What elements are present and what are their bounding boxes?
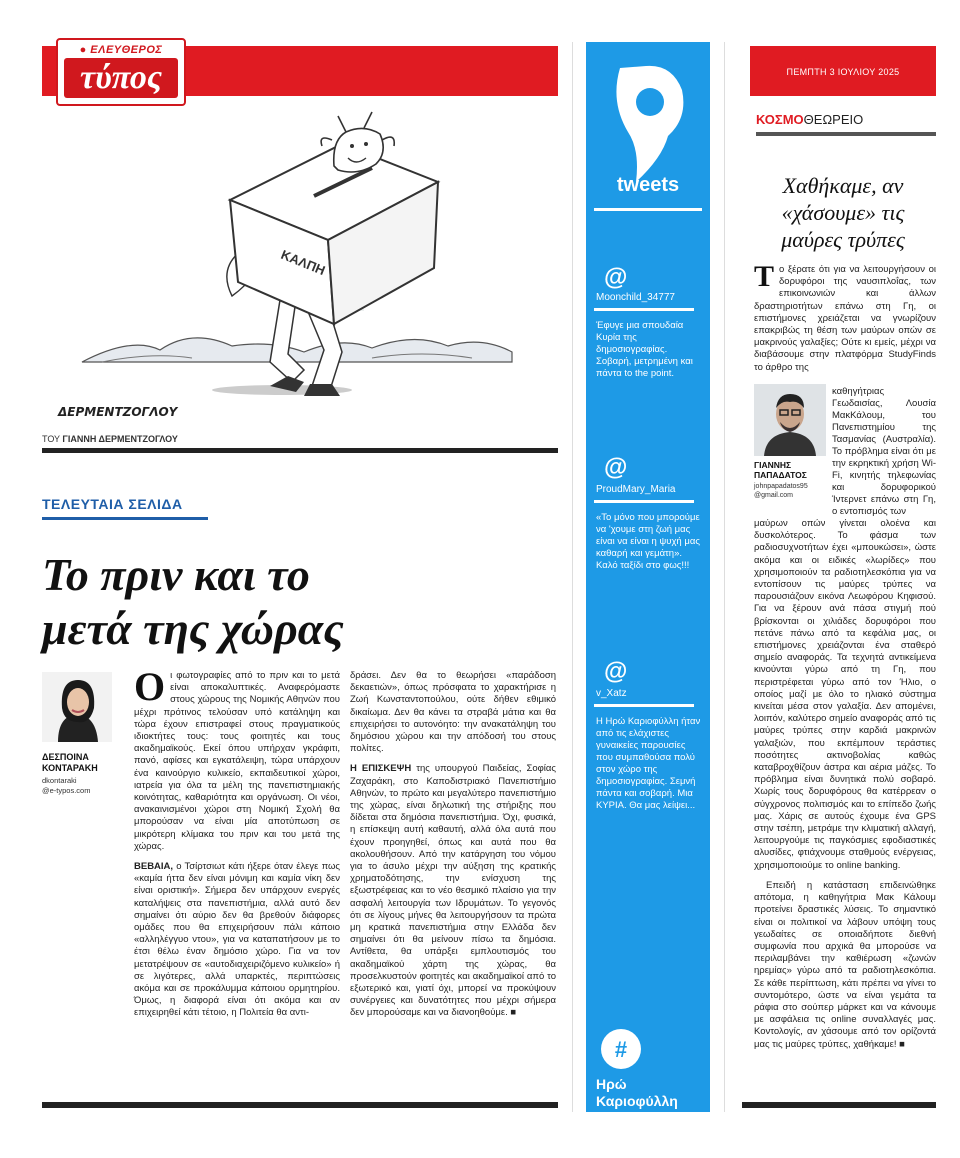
tweet-handle[interactable]: v_Xatz bbox=[596, 688, 627, 699]
tweet-text: Η Ηρώ Καριοφύλλη ήταν από τις ελάχιστες γυναικείες παρουσίες που συμπαθούσα πολύ στον χώρο της δημοσιογραφίας. Σεμνή πάντα και σοβαρή. Μια ΚΥΡΙΑ. Θα μας λείψει... bbox=[596, 716, 701, 811]
tweet-handle[interactable]: Moonchild_34777 bbox=[596, 292, 675, 303]
article-paragraph: ι φωτογραφίες από το πριν και το μετά είναι αποκαλυπτικές. Αναφερόμαστε στους χώρους της Νομικής Αθηνών που μέχρι πρότινος τελούσαν υπό κατάληψη και τώρα έχουν επιστραφεί στους πραγματικούς ιδιοκτήτες τους: τους φοιτητές και τους ακαδημαϊκούς. Εκεί όπου υπήρχαν γκράφιτι, πανό, αφίσες και εγκατάλειψη, τώρα υπάρχουν ένα καινούργιο κυλικείο, εκπαιδευτικοί χώροι, ιατρεία για όλα τα μέλη της πανεπιστημιακής κοινότητας, καθαριότητα και οργάνωση. Οι νέοι, ανακαινισμένοι χώροι στη Νομική Σχολή θα μπορούσαν να είναι μία αποτύπωση σε μικρότερη κλίμακα του πριν και του μετά της χώρας. bbox=[134, 670, 340, 852]
logo-title: τύπος bbox=[64, 58, 178, 98]
column-divider bbox=[724, 42, 725, 1112]
headline-line1: Το πριν και το bbox=[42, 549, 310, 600]
at-icon: @ bbox=[604, 658, 628, 685]
bottom-rule bbox=[742, 1102, 936, 1108]
opinion-headline: Χαθήκαμε, αν «χάσουμε» τις μαύρες τρύπες bbox=[781, 173, 905, 252]
section-rule bbox=[42, 517, 208, 520]
column-divider bbox=[572, 42, 573, 1112]
tweets-panel bbox=[586, 42, 710, 1112]
credit-prefix: ΤΟΥ bbox=[42, 434, 60, 444]
tweet-text: Έφυγε μια σπουδαία Κυρία της δημοσιογραφίας. Σοβαρή, μετρημένη και πάντα to the point. bbox=[596, 320, 693, 379]
opinion-body bbox=[754, 518, 936, 1059]
dropcap: Τ bbox=[754, 260, 775, 293]
tweets-title: tweets bbox=[616, 174, 680, 196]
tweet-rule bbox=[594, 704, 694, 707]
opinion-wrap-text bbox=[832, 386, 936, 518]
tweet-handle[interactable]: ProudMary_Maria bbox=[596, 484, 676, 495]
article-paragraph: καθηγήτριας Γεωδαισίας, Λουσία ΜακΚάλουμ, του Πανεπιστημίου της Τασμανίας (Αυστραλία). Το πρόβλημα είναι ότι με την εκρηκτική χρήση Wi-Fi, κινητής τηλεφωνίας και δορυφορικού Ίντερνετ επάνω στη Γη, ο εντοπισμός των bbox=[832, 386, 936, 517]
speech-bubble-icon bbox=[606, 62, 692, 192]
dropcap: Ο bbox=[134, 664, 166, 709]
bottom-rule bbox=[42, 1102, 558, 1108]
section-label: ΤΕΛΕΥΤΑΙΑ ΣΕΛΙΔΑ bbox=[42, 496, 183, 512]
paragraph-lead: ΒΕΒΑΙΑ, bbox=[134, 861, 174, 873]
author-contact[interactable]: dkontaraki @e-typos.com bbox=[42, 776, 91, 795]
author-photo bbox=[754, 384, 826, 456]
article-paragraph: δράσει. Δεν θα το θεωρήσει «παράδοση δεκαετιών», όπως πρόσφατα το χαρακτήρισε η Ζωή Κωνσταντοπούλου, ούτε δήθεν εθιμικό δικαίωμα. Δεν θα κάνει τα στραβά μάτια και θα επιχειρήσει το αυτονόητο: την ανακατάληψη του δημόσιου χώρου και την απόδοσή του στους πολίτες. bbox=[350, 670, 556, 755]
paragraph-lead: Η ΕΠΙΣΚΕΨΗ bbox=[350, 763, 412, 775]
column-label: ΚΟΣΜΟΘΕΩΡΕΙΟ bbox=[756, 112, 864, 127]
at-icon: @ bbox=[604, 264, 628, 291]
ballot-box-label: ΚΑΛΠΗ bbox=[278, 246, 328, 279]
credit-name: ΓΙΑΝΝΗ ΔΕΡΜΕΝΤΖΟΓΛΟΥ bbox=[62, 434, 178, 444]
author-name: ΔΕΣΠΟΙΝΑ ΚΟΝΤΑΡΑΚΗ bbox=[42, 752, 98, 773]
column-label-rule bbox=[756, 132, 936, 136]
cartoon-signature: ΔΕΡΜΕΝΤΖΟΓΛΟΥ bbox=[58, 405, 178, 419]
tweets-rule bbox=[594, 208, 702, 211]
cartoon-credit bbox=[42, 434, 178, 444]
headline-line2: μετά της χώρας bbox=[42, 603, 344, 654]
tweet-text: «Το μόνο που μπορούμε να 'χουμε στη ζωή μας είναι να είναι η ψυχή μας καθαρή και γεμάτη». Καλό ταξίδι στο φως!!! bbox=[596, 512, 700, 571]
author-photo bbox=[42, 672, 112, 742]
logo-subtitle: ● ΕΛΕΥΘΕΡΟΣ bbox=[79, 44, 163, 56]
cartoon-illustration bbox=[42, 100, 558, 430]
hashtag-name[interactable]: Ηρώ Καριοφύλλη bbox=[596, 1076, 678, 1109]
article-paragraph: μαύρων οπών γίνεται ολοένα και δυσκολότερος. Το φάσμα των ραδιοσυχνοτήτων έχει «μπουκώσει», ώστε ακόμα και οι ειδικές «λωρίδες» που χρησιμοποιούν τα ραδιοτηλεσκόπια για να εντοπίσουν τις μαύρες τρύπες να παρουσιάζουν εικόνα Λεωφόρου Κηφισού. Για να ξέρουν ανά πάσα στιγμή πού βρίσκονται οι χιλιάδες δορυφόροι που πετάνε πάνω από τα κεφάλια μας, οι επιστήμονες χρειάζονται ένα σταθερό σημείο αναφοράς. Τα τεχνητά αντικείμενα κινούνται γύρω από τη Γη, που περιστρέφεται γύρω από τον Ήλιο, ο οποίος μαζί με όλο το ηλιακό σύστημα κινείται μέσα στον γαλαξία. Δεν απομένει, λοιπόν, καλύτερο σημείο αναφοράς από τις μαύρες τρύπες στην καρδιά μακρινών γαλαξιών, που εκπέμπουν τεράστιες ποσότητες ακτινοβολίας καθώς καταβροχθίζουν άστρα και αέρια μάζες. Το πρόβλημα είναι δυνητικά πολύ σοβαρό. Χωρίς τους δορυφόρους θα κατέρρεαν ο σύγχρονος πολιτισμός και το επίπεδο ζωής μας. Χάρις σε αυτούς έχουμε ένα GPS στην τσέπη, μετράμε την κλιματική αλλαγή, λειτουργούμε τις παγκόσμιες εφοδιαστικές αλυσίδες, φτιάχνουμε σταθμούς ενέργειας, χρησιμοποιούμε το online banking. bbox=[754, 518, 936, 871]
author-contact[interactable]: johnpapadatos95 @gmail.com bbox=[754, 483, 808, 499]
tweet-rule bbox=[594, 308, 694, 311]
article-paragraph: ο ξέρατε ότι για να λειτουργήσουν οι δορυφόροι της ναυσιπλοΐας, των επικοινωνιών και άλλων δραστηριοτήτων επάνω στη Γη, οι επιστήμονες χρειάζεται να γνωρίζουν επακριβώς τη θέση των μαύρων οπών σε μακρινούς γαλαξίες; Ούτε κι εμείς, μέχρι να διαβάσουμε στην πλατφόρμα StudyFinds το άρθρο της bbox=[754, 264, 936, 373]
newspaper-logo[interactable] bbox=[56, 38, 186, 106]
hashtag-icon bbox=[600, 1028, 642, 1070]
article-column-1 bbox=[134, 664, 340, 1028]
article-headline bbox=[42, 548, 558, 656]
article-paragraph: ο Τσίρτσιωτ κάτι ήξερε όταν έλεγε πως «καμία ήττα δεν είναι μόνιμη και καμία νίκη δεν είναι οριστική». Σήμερα δεν υπάρχουν ενεργές καταλήψεις στα πανεπιστήμια, αλλά αυτό δεν σημαίνει ότι αύριο δεν θα βρεθούν διάφορες ομάδες που θα επιχειρήσουν πάλι κάποιο «αλληλέγγυο ντου», για να καταπατήσουν με το έτσι θέλω έναν δημόσιο χώρο. Για να τον μετατρέψουν σε «αυτοδιαχειριζόμενο κυλικείο» ή σε λιγότερες, αλλά υπαρκτές, περιπτώσεις ακόμα και σε προκάλυμμα κάποιου ορμητηρίου. Όμως, η διαφορά είναι ότι ακόμα και αν επιχειρηθεί κάτι τέτοιο, η Πολιτεία θα αντι- bbox=[134, 861, 340, 1019]
opinion-intro bbox=[754, 260, 936, 374]
at-icon: @ bbox=[604, 454, 628, 481]
author-name: ΓΙΑΝΝΗΣ ΠΑΠΑΔΑΤΟΣ bbox=[754, 460, 807, 480]
hashtag-symbol: # bbox=[614, 1037, 628, 1062]
article-column-2 bbox=[350, 670, 556, 1028]
article-paragraph: της υπουργού Παιδείας, Σοφίας Ζαχαράκη, στο Καποδιστριακό Πανεπιστήμιο Αθηνών, το πρώτο και μεγαλύτερο πανεπιστήμιο της χώρας, είναι δηλωτική της στήριξης που δίδεται στα δημόσια πανεπιστήμια. Όχι, φυσικά, η επίσκεψη αυτή καθαυτή, αλλά όλα αυτά που έχουν προηγηθεί, όπως και αυτά που θα ακολουθήσουν. Από την κατάργηση του νόμου για το άσυλο μέχρι την αύξηση της κρατικής χρηματοδότησης, την ενίσχυση της εξωστρέφειας και το νέο θεσμικό πλαίσιο για την ασφαλή λειτουργία των Ιδρυμάτων. Το γεγονός ότι σε λίγους μήνες θα λειτουργήσουν τα πρώτα μη κρατικά πανεπιστήμια στην Ελλάδα δεν σημαίνει ότι θα μείνουν πίσω τα δημόσια. Αντίθετα, θα υπάρξει εμπλουτισμός του ακαδημαϊκού χάρτη της χώρας, θα προσελκυστούν φοιτητές και ακαδημαϊκοί από το εξωτερικό και, γιατί όχι, μπορεί να προκύψουν συνέργειες και δυνατότητες που μέχρι σήμερα δεν μπορούσαμε και να διανοηθούμε. ■ bbox=[350, 763, 556, 1019]
tweet-rule bbox=[594, 500, 694, 503]
cartoon-divider bbox=[42, 448, 558, 453]
issue-date: ΠΕΜΠΤΗ 3 ΙΟΥΛΙΟΥ 2025 bbox=[786, 67, 900, 77]
article-paragraph: Επειδή η κατάσταση επιδεινώθηκε απότομα, η καθηγήτρια Μακ Κάλουμ προτείνει δραστικές λύσεις. Το σημαντικό είναι οι πολιτικοί να λάβουν υπόψη τους γεωδαίτες σε οποιαδήποτε διεθνή συμφωνία που αρχικά θα μπορούσε να περιλαμβάνει την καθιέρωση «ζωνών ηρεμίας» γύρω από τα ραδιοτηλεσκόπια. Σε κάθε περίπτωση, κάτι πρέπει να γίνει το συντομότερο, ώστε να είναι γεμάτα τα ράφια στο σούπερ μάρκετ και να κάνουμε με ασφάλεια τις online συναλλαγές μας. Κοντολογίς, αν χάσουμε από τον ορίζοντά μας τις μαύρες τρύπες, χαθήκαμε! ■ bbox=[754, 879, 936, 1050]
